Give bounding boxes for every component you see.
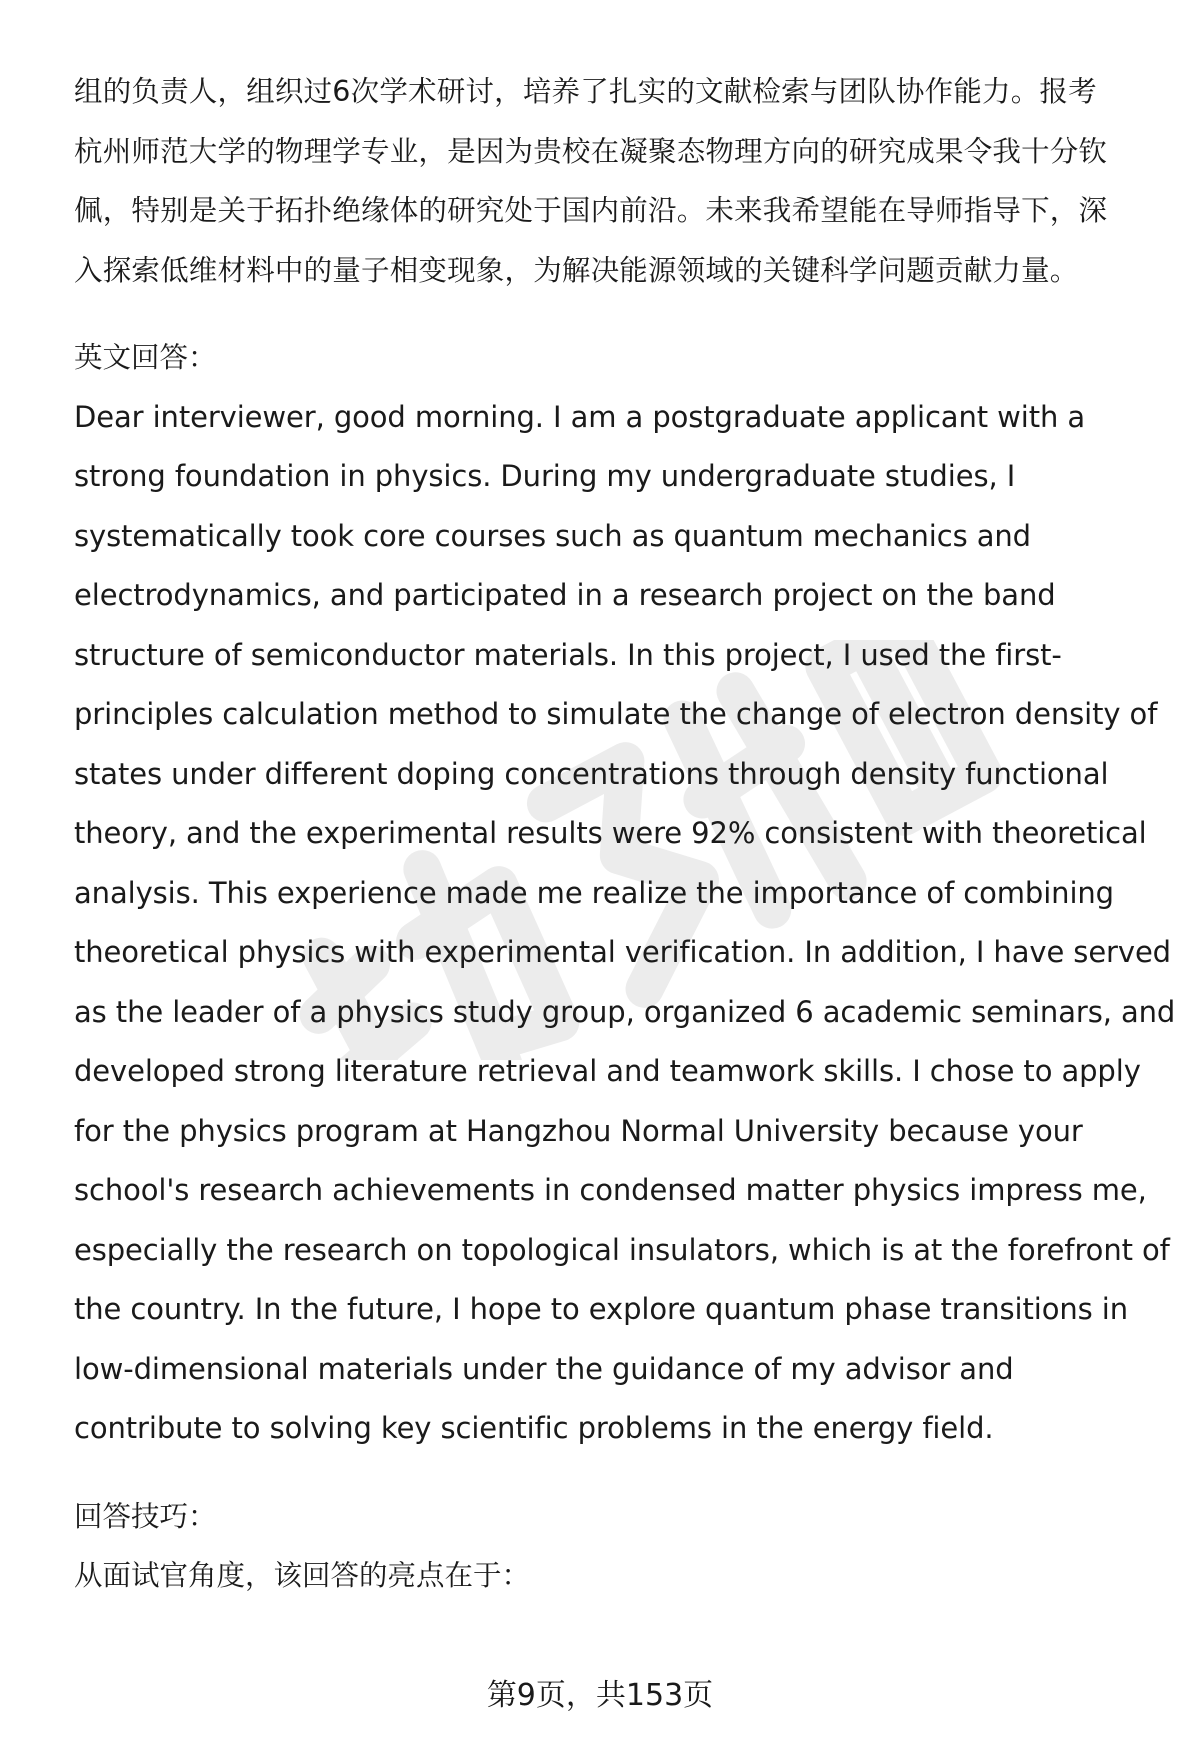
paragraph-line: contribute to solving key scientific problems in the energy field. [74,1411,994,1445]
tips-heading: 回答技巧： [74,1499,217,1533]
paragraph-line: analysis. This experience made me realize the importance of combining [74,875,1114,910]
paragraph-line: Dear interviewer, good morning. I am a postgraduate applicant with a [74,399,1086,434]
paragraph-line: strong foundation in physics. During my undergraduate studies, I [74,459,1016,493]
intro-paragraph [74,62,1164,300]
paragraph-line: structure of semiconductor materials. In this project, I used the first- [74,637,1062,672]
paragraph-line: theoretical physics with experimental verification. In addition, I have served [74,935,1171,969]
paragraph-line: for the physics program at Hangzhou Normal University because your [74,1113,1083,1148]
paragraph-line: school's research achievements in condensed matter physics impress me, [74,1173,1147,1207]
paragraph-line: principles calculation method to simulate the change of electron density of [74,697,1158,731]
paragraph-line: 入探索低维材料中的量子相变现象，为解决能源领域的关键科学问题贡献力量。 [74,253,1079,287]
paragraph-line: 组的负责人，组织过6次学术研讨，培养了扎实的文献检索与团队协作能力。报考 [74,75,1097,108]
paragraph-line: systematically took core courses such as quantum mechanics and [74,518,1031,553]
paragraph-line: theory, and the experimental results were 92% consistent with theoretical [74,816,1147,850]
paragraph-line: states under different doping concentrations through density functional [74,756,1109,791]
paragraph-line: the country. In the future, I hope to explore quantum phase transitions in [74,1292,1129,1326]
paragraph-line: 佩，特别是关于拓扑绝缘体的研究处于国内前沿。未来我希望能在导师指导下，深 [74,194,1108,227]
paragraph-line: 杭州师范大学的物理学专业，是因为贵校在凝聚态物理方向的研究成果令我十分钦 [74,134,1108,168]
paragraph-line: electrodynamics, and participated in a research project on the band [74,578,1056,612]
tips-intro-line: 从面试官角度，该回答的亮点在于： [74,1559,531,1592]
paragraph-line: developed strong literature retrieval and teamwork skills. I chose to apply [74,1054,1141,1088]
english-answer-heading: 英文回答： [74,341,217,374]
page-number-footer: 第9页，共153页 [486,1678,714,1713]
page-content [74,62,1176,1606]
paragraph-line: as the leader of a physics study group, organized 6 academic seminars, and [74,994,1176,1029]
paragraph-line: low-dimensional materials under the guidance of my advisor and [74,1351,1014,1386]
paragraph-line: especially the research on topological insulators, which is at the forefront of [74,1232,1170,1267]
english-answer-paragraph [74,388,1176,1459]
